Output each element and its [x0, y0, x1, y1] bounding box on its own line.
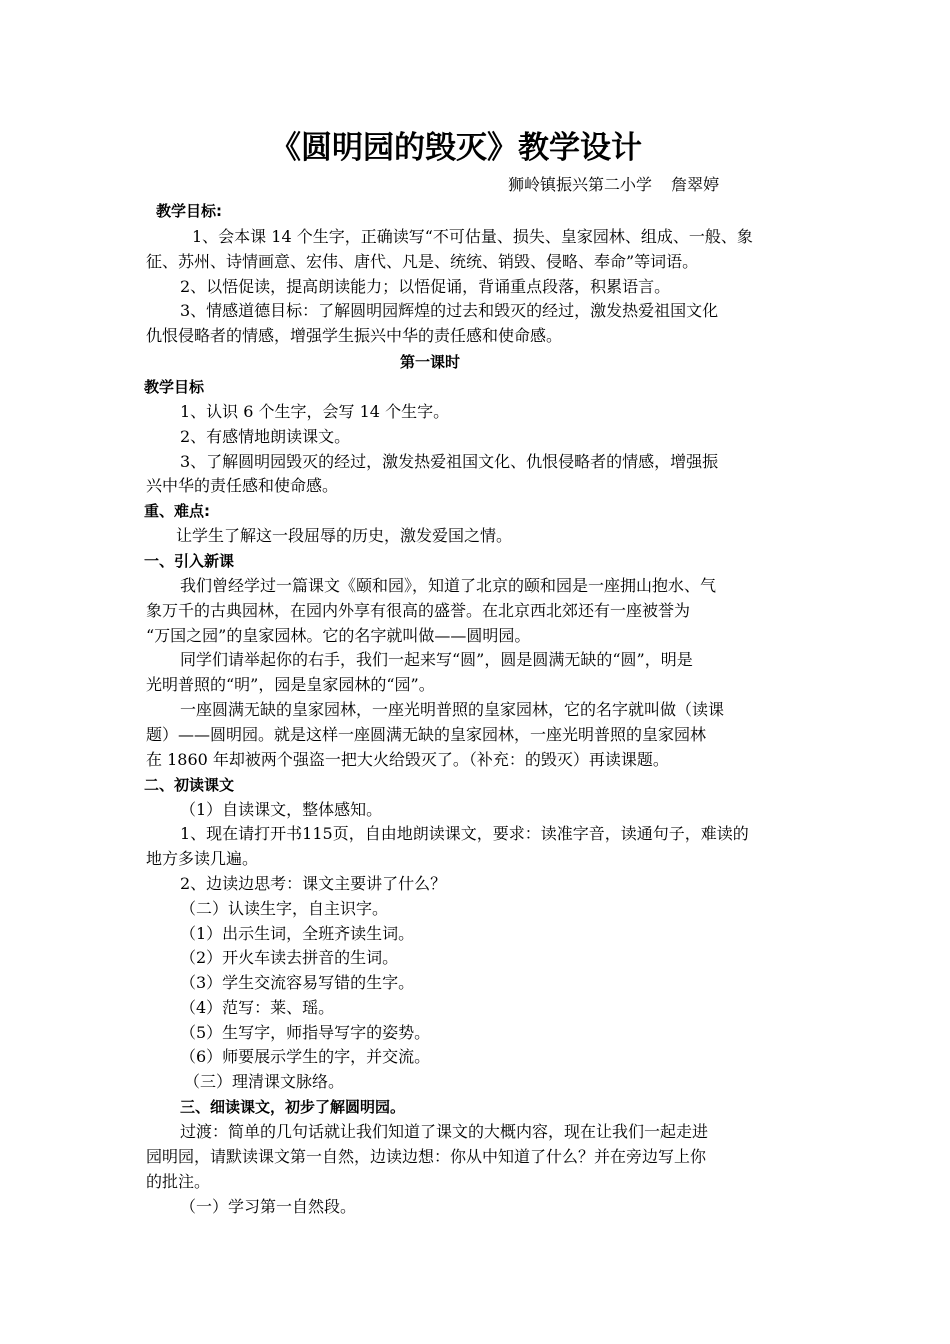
section-2-step-11: （三）理清课文脉络。 — [184, 1072, 345, 1091]
section-2-heading: 二、初读课文 — [144, 776, 235, 794]
section-1-p1-line-2: 象万千的古典园林，在园内外享有很高的盛誉。在北京西北郊还有一座被誉为 — [146, 601, 691, 620]
goal-item-3-line-2: 仇恨侵略者的情感，增强学生振兴中华的责任感和使命感。 — [146, 326, 563, 345]
section-3-heading: 三、细读课文，初步了解圆明园。 — [180, 1098, 406, 1116]
section-2-step-5: （1）出示生词，全班齐读生词。 — [180, 924, 415, 943]
section-2-step-4: （二）认读生字，自主识字。 — [180, 899, 389, 918]
section-2-step-10: （6）师要展示学生的字，并交流。 — [180, 1047, 431, 1066]
lesson-1-goal-2: 2、有感情地朗读课文。 — [180, 427, 351, 446]
key-points-text: 让学生了解这一段屈辱的历史，激发爱国之情。 — [176, 526, 513, 545]
section-2-step-8: （4）范写：莱、瑶。 — [180, 998, 335, 1017]
lesson-1-goal-1: 1、认识 6 个生字，会写 14 个生字。 — [180, 402, 450, 421]
section-3-p1-line-3: 的批注。 — [146, 1172, 211, 1191]
document-title: 《圆明园的毁灭》教学设计 — [270, 130, 642, 166]
section-2-step-2-line-1: 1、现在请打开书115页，自由地朗读课文，要求：读准字音，读通句子，难读的 — [180, 824, 749, 843]
section-1-p2-line-2: 光明普照的“明”，园是皇家园林的“园”。 — [146, 675, 435, 694]
lesson-1-heading: 第一课时 — [400, 353, 461, 371]
section-2-step-1: （1）自读课文，整体感知。 — [180, 800, 383, 819]
section-3-p1-line-1: 过渡：简单的几句话就让我们知道了课文的大概内容，现在让我们一起走进 — [180, 1122, 709, 1141]
goal-item-2: 2、以悟促读，提高朗读能力；以悟促诵，背诵重点段落，积累语言。 — [180, 277, 671, 296]
lesson-1-goals-heading: 教学目标 — [144, 378, 205, 396]
key-points-heading: 重、难点: — [144, 502, 210, 520]
section-1-p2-line-1: 同学们请举起你的右手，我们一起来写“圆”，圆是圆满无缺的“圆”，明是 — [180, 650, 693, 669]
section-1-p1-line-3: “万国之园”的皇家园林。它的名字就叫做——圆明园。 — [146, 626, 531, 645]
section-1-heading: 一、引入新课 — [144, 552, 235, 570]
lesson-1-goal-3-line-1: 3、了解圆明园毁灭的经过，激发热爱祖国文化、仇恨侵略者的情感，增强振 — [180, 452, 719, 471]
lesson-1-goal-3-line-2: 兴中华的责任感和使命感。 — [146, 476, 339, 495]
section-3-step-1: （一）学习第一自然段。 — [180, 1197, 357, 1216]
section-1-p1-line-1: 我们曾经学过一篇课文《颐和园》，知道了北京的颐和园是一座拥山抱水、气 — [180, 576, 717, 595]
section-3-p1-line-2: 园明园，请默读课文第一自然，边读边想：你从中知道了什么？并在旁边写上你 — [146, 1147, 707, 1166]
goal-item-3-line-1: 3、情感道德目标：了解圆明园辉煌的过去和毁灭的经过，激发热爱祖国文化 — [180, 301, 719, 320]
section-2-step-9: （5）生写字，师指导写字的姿势。 — [180, 1023, 431, 1042]
section-1-p3-line-1: 一座圆满无缺的皇家园林，一座光明普照的皇家园林，它的名字就叫做（读课 — [180, 700, 725, 719]
section-2-step-2-line-2: 地方多读几遍。 — [146, 849, 259, 868]
author-line: 狮岭镇振兴第二小学 詹翠婷 — [508, 175, 720, 194]
section-2-step-7: （3）学生交流容易写错的生字。 — [180, 973, 415, 992]
section-2-step-3: 2、边读边思考：课文主要讲了什么？ — [180, 874, 447, 893]
section-2-step-6: （2）开火车读去拼音的生词。 — [180, 948, 399, 967]
section-1-p3-line-3: 在 1860 年却被两个强盗一把大火给毁灭了。（补充：的毁灭）再读课题。 — [146, 750, 669, 769]
section-1-p3-line-2: 题）——圆明园。就是这样一座圆满无缺的皇家园林，一座光明普照的皇家园林 — [146, 725, 707, 744]
goal-item-1-line-2: 征、苏州、诗情画意、宏伟、唐代、凡是、统统、销毁、侵略、奉命”等词语。 — [146, 252, 699, 271]
goal-item-1-line-1: 1、会本课 14 个生字，正确读写“不可估量、损失、皇家园林、组成、一般、象 — [192, 227, 753, 246]
teaching-goals-heading: 教学目标: — [156, 202, 222, 220]
